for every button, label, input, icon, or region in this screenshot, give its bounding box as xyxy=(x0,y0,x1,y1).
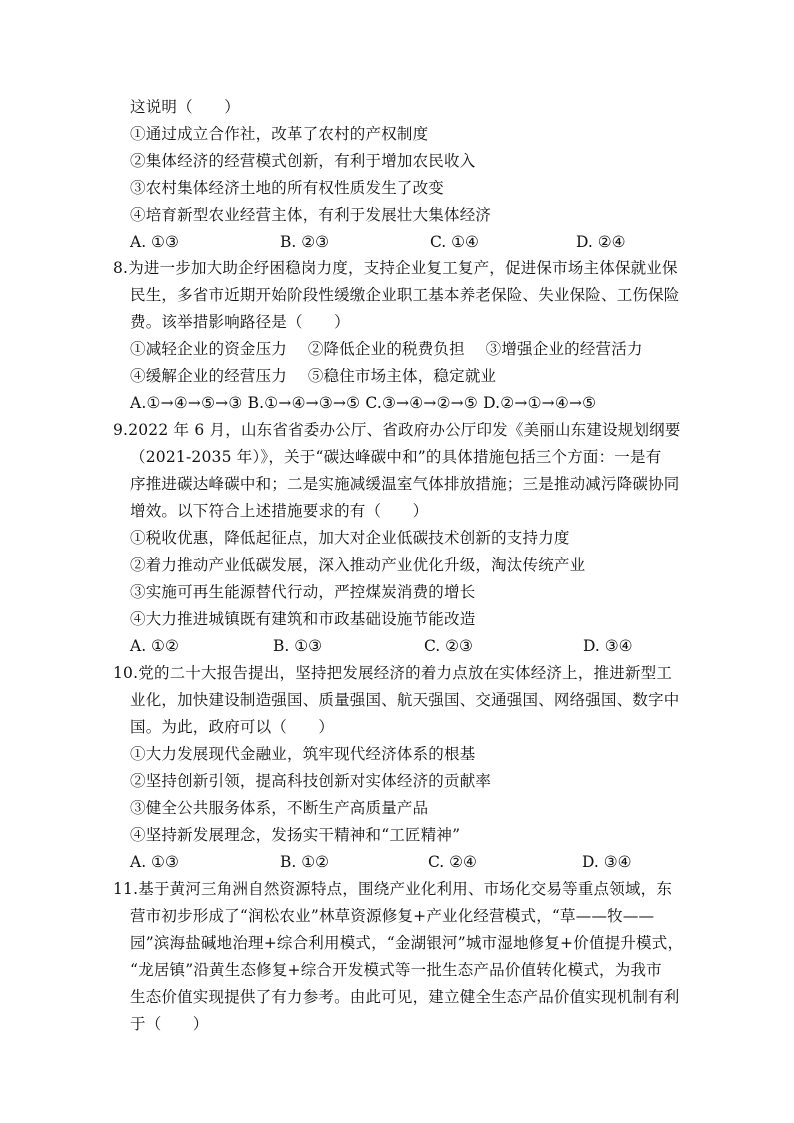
q7-option-c[interactable]: C. ①④ xyxy=(430,233,479,251)
q10-item-4: ④坚持新发展理念，发扬实干精神和“工匠精神” xyxy=(130,826,461,844)
q8-stem-line-1: 8.为进一步加大助企纾困稳岗力度，支持企业复工复产，促进保市场主体保就业保 xyxy=(113,259,678,277)
q8-options[interactable]: A.①→④→⑤→③ B.①→④→③→⑤ C.③→④→②→⑤ D.②→①→④→⑤ xyxy=(130,394,597,412)
q9-option-d[interactable]: D. ③④ xyxy=(583,637,633,655)
q10-option-b[interactable]: B. ①② xyxy=(280,853,330,871)
q9-option-c[interactable]: C. ②③ xyxy=(424,637,473,655)
q9-option-a[interactable]: A. ①② xyxy=(130,637,179,655)
q7-option-b[interactable]: B. ②③ xyxy=(280,233,330,251)
q7-option-d[interactable]: D. ②④ xyxy=(576,233,626,251)
q11-stem-line-3: 园”滨海盐碱地治理+综合利用模式，“金湖银河”城市湿地修复+价值提升模式， xyxy=(130,934,684,952)
q10-stem-line-2: 业化，加快建设制造强国、质量强国、航天强国、交通强国、网络强国、数字中 xyxy=(130,691,680,709)
q9-stem-line-3: 序推进碳达峰碳中和；二是实施减缓温室气体排放措施；三是推动减污降碳协同 xyxy=(130,475,680,493)
q7-item-3: ③农村集体经济土地的所有权性质发生了改变 xyxy=(130,179,445,197)
q10-item-3: ③健全公共服务体系，不断生产高质量产品 xyxy=(130,799,429,817)
q8-items-row-1: ①减轻企业的资金压力 ②降低企业的税费负担 ③增强企业的经营活力 xyxy=(130,340,643,358)
q10-stem-line-1: 10.党的二十大报告提出，坚持把发展经济的着力点放在实体经济上，推进新型工 xyxy=(113,664,673,682)
q10-item-1: ①大力发展现代金融业，筑牢现代经济体系的根基 xyxy=(130,745,476,763)
q11-stem-line-2: 营市初步形成了“润松农业”林草资源修复+产业化经营模式，“草——牧—— xyxy=(130,907,655,925)
q9-item-1: ①税收优惠，降低起征点，加大对企业低碳技术创新的支持力度 xyxy=(130,529,570,547)
q10-option-d[interactable]: D. ③④ xyxy=(582,853,632,871)
q9-item-3: ③实施可再生能源替代行动，严控煤炭消费的增长 xyxy=(130,583,476,601)
q8-items-row-2: ④缓解企业的经营压力 ⑤稳住市场主体，稳定就业 xyxy=(130,367,497,385)
q11-stem-line-6: 于（ ） xyxy=(130,1015,209,1033)
q7-option-a[interactable]: A. ①③ xyxy=(130,233,179,251)
q10-option-c[interactable]: C. ②④ xyxy=(428,853,477,871)
q10-stem-line-3: 国。为此，政府可以（ ） xyxy=(130,718,335,736)
q8-stem-line-3: 费。该举措影响路径是（ ） xyxy=(130,313,350,331)
q7-item-4: ④培育新型农业经营主体，有利于发展壮大集体经济 xyxy=(130,206,492,224)
q7-item-1: ①通过成立合作社，改革了农村的产权制度 xyxy=(130,125,429,143)
q9-option-b[interactable]: B. ①③ xyxy=(273,637,323,655)
q11-stem-line-5: 生态价值实现提供了有力参考。由此可见，建立健全生态产品价值实现机制有利 xyxy=(130,988,680,1006)
q9-item-2: ②着力推动产业低碳发展，深入推动产业优化升级，淘汰传统产业 xyxy=(130,556,586,574)
q7-item-2: ②集体经济的经营模式创新，有利于增加农民收入 xyxy=(130,152,476,170)
q9-stem-line-4: 增效。以下符合上述措施要求的有（ ） xyxy=(130,502,429,520)
q9-stem-line-2: （2021-2035 年）》，关于“碳达峰碳中和”的具体措施包括三个方面：一是有 xyxy=(130,448,662,466)
q9-item-4: ④大力推进城镇既有建筑和市政基础设施节能改造 xyxy=(130,610,476,628)
q11-stem-line-4: “龙居镇”沿黄生态修复+综合开发模式等一批生态产品价值转化模式，为我市 xyxy=(130,961,662,979)
q11-stem-line-1: 11.基于黄河三角洲自然资源特点，围绕产业化利用、市场化交易等重点领域，东 xyxy=(113,880,673,898)
q10-option-a[interactable]: A. ①③ xyxy=(130,853,179,871)
q7-stem-end: 这说明（ ） xyxy=(130,98,240,116)
q8-stem-line-2: 民生，多省市近期开始阶段性缓缴企业职工基本养老保险、失业保险、工伤保险 xyxy=(130,286,680,304)
q10-item-2: ②坚持创新引领，提高科技创新对实体经济的贡献率 xyxy=(130,772,492,790)
q9-stem-line-1: 9.2022 年 6 月，山东省省委办公厅、省政府办公厅印发《美丽山东建设规划纲要 xyxy=(113,421,681,439)
